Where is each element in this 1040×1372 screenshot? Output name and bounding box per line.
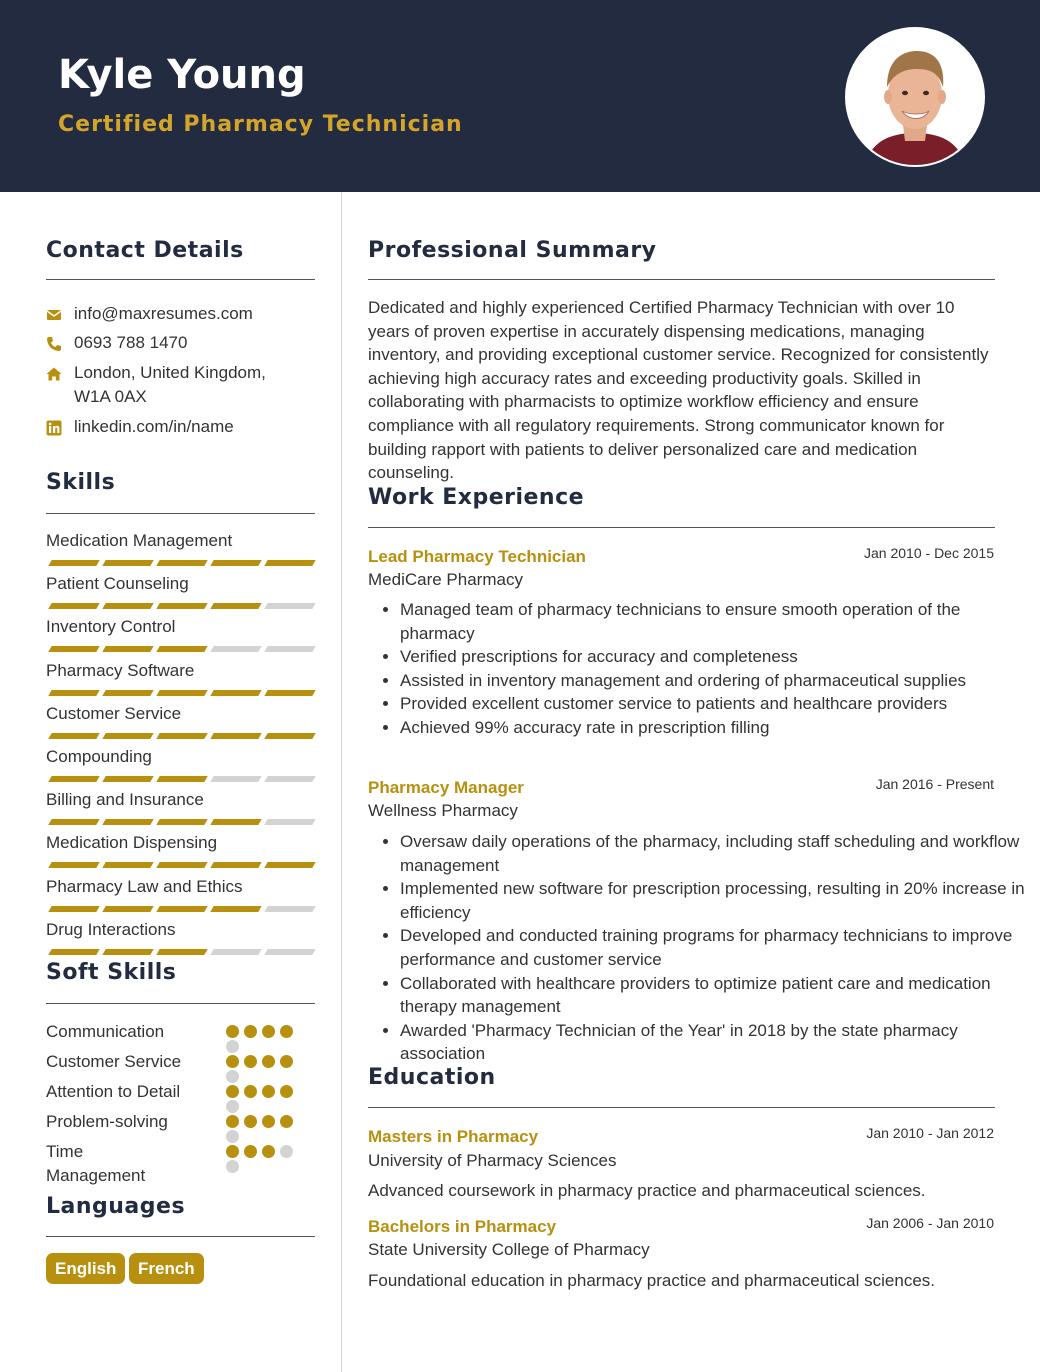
- soft-skill-dot: [226, 1040, 239, 1053]
- contact-linkedin-text: linkedin.com/in/name: [74, 417, 234, 436]
- skill-level-segment: [102, 862, 153, 868]
- contact-email-text: info@maxresumes.com: [74, 304, 253, 323]
- skill-level-segment: [264, 560, 315, 566]
- experience-section-title: Work Experience: [368, 485, 585, 510]
- soft-skills-section-title: Soft Skills: [46, 960, 177, 985]
- skill-level-segment: [156, 603, 207, 609]
- skill-label: Customer Service: [46, 703, 182, 723]
- summary-section-title: Professional Summary: [368, 238, 657, 263]
- job-title: Pharmacy Manager: [368, 778, 524, 797]
- soft-skill-dot: [226, 1055, 239, 1068]
- skill-label: Medication Management: [46, 531, 233, 550]
- skill-label: Pharmacy Software: [46, 660, 195, 680]
- skill-label: Compounding: [46, 747, 152, 766]
- soft-skill-label: Communication: [46, 1022, 165, 1041]
- soft-skill-dot: [262, 1145, 275, 1158]
- skill-level-segment: [264, 603, 315, 609]
- soft-skills-section-rule: [46, 1003, 315, 1004]
- skill-level-bar: [46, 906, 314, 912]
- candidate-title: Certified Pharmacy Technician: [58, 112, 463, 137]
- soft-skill-dot: [262, 1025, 275, 1038]
- skill-level-segment: [264, 949, 315, 955]
- soft-skill-dot: [262, 1115, 275, 1128]
- skill-level-segment: [210, 906, 261, 912]
- skill-level-segment: [48, 776, 99, 782]
- job-dates: Jan 2016 - Present: [875, 776, 994, 792]
- skill-level-segment: [102, 949, 153, 955]
- skill-level-bar: [46, 862, 314, 868]
- skills-section-title: Skills: [46, 470, 116, 495]
- skill-level-segment: [102, 690, 153, 696]
- job-bullet: • Implemented new software for prescription processing, resulting in 20% increase in efficiency: [400, 877, 1026, 924]
- column-divider: [341, 192, 342, 1372]
- skill-level-segment: [48, 906, 99, 912]
- skill-level-segment: [48, 819, 99, 825]
- skill-level-segment: [156, 646, 207, 652]
- skill-level-segment: [48, 862, 99, 868]
- skill-level-segment: [102, 646, 153, 652]
- skill-level-segment: [264, 906, 315, 912]
- skill-level-segment: [102, 776, 153, 782]
- skill-level-bar: [46, 560, 314, 566]
- summary-text: Dedicated and highly experienced Certified Pharmacy Technician with over 10 years of proven expertise in accurately dispensing medications, managing inventory, and providing exceptional customer service. Recognized for consistently achieving high accuracy rates and exceeding productivity goals. Skilled in collaborating with pharmacists to optimize workflow efficiency and ensure compliance with all regulatory requirements. Strong communicator known for building rapport with patients to deliver personalized care and medication counseling.: [368, 298, 989, 483]
- summary-section-rule: [368, 279, 995, 280]
- soft-skill-label: Customer Service: [46, 1052, 182, 1071]
- skill-level-bar: [46, 949, 314, 955]
- skill-level-segment: [210, 603, 261, 609]
- candidate-name: Kyle Young: [58, 52, 306, 98]
- soft-skill-dot: [244, 1145, 257, 1158]
- skill-label: Medication Dispensing: [46, 833, 218, 853]
- skill-level-bar: [46, 776, 314, 782]
- education-section-title: Education: [368, 1065, 496, 1090]
- skill-level-segment: [156, 819, 207, 825]
- skill-level-bar: [46, 690, 314, 696]
- contact-section-title: Contact Details: [46, 238, 244, 263]
- person-portrait-icon: [847, 29, 983, 165]
- skill-level-segment: [48, 949, 99, 955]
- job-bullet: • Awarded 'Pharmacy Technician of the Year' in 2018 by the state pharmacy association: [400, 1019, 1026, 1066]
- education-description: Advanced coursework in pharmacy practice and pharmaceutical sciences.: [368, 1181, 926, 1200]
- language-badge: English: [46, 1253, 125, 1284]
- job-title: Lead Pharmacy Technician: [368, 547, 586, 566]
- soft-skill-dot: [280, 1085, 293, 1098]
- job-bullet: • Collaborated with healthcare providers to optimize patient care and medication therapy management: [400, 972, 1026, 1019]
- skill-level-segment: [264, 733, 315, 739]
- skill-label: Inventory Control: [46, 617, 176, 637]
- contact-address-text: London, United Kingdom, W1A 0AX: [74, 363, 266, 406]
- job-bullet: • Verified prescriptions for accuracy and completeness: [400, 645, 1026, 669]
- skill-level-segment: [210, 646, 261, 652]
- contact-phone-text: 0693 788 1470: [74, 333, 188, 352]
- soft-skill-dot: [244, 1085, 257, 1098]
- education-degree: Masters in Pharmacy: [368, 1127, 539, 1146]
- skill-level-segment: [102, 906, 153, 912]
- skill-level-segment: [156, 862, 207, 868]
- soft-skill-label: Attention to Detail: [46, 1082, 181, 1101]
- skill-level-bar: [46, 603, 314, 609]
- job-bullet: • Provided excellent customer service to patients and healthcare providers: [400, 692, 1026, 716]
- skills-section-rule: [46, 513, 315, 514]
- skill-level-segment: [48, 560, 99, 566]
- skill-level-segment: [210, 776, 261, 782]
- soft-skill-dot: [280, 1115, 293, 1128]
- skill-level-segment: [156, 560, 207, 566]
- experience-section-rule: [368, 527, 995, 528]
- soft-skill-label: Time Management: [46, 1142, 146, 1185]
- job-bullet: • Assisted in inventory management and ordering of pharmaceutical supplies: [400, 669, 1026, 693]
- phone-icon: [46, 335, 62, 351]
- skill-level-segment: [102, 733, 153, 739]
- job-company: MediCare Pharmacy: [368, 570, 523, 589]
- skill-label: Pharmacy Law and Ethics: [46, 876, 243, 896]
- languages-section-title: Languages: [46, 1194, 186, 1219]
- language-badge: French: [129, 1253, 204, 1284]
- skill-level-segment: [210, 949, 261, 955]
- soft-skill-dot: [226, 1070, 239, 1083]
- skill-level-segment: [264, 776, 315, 782]
- education-school: State University College of Pharmacy: [368, 1240, 650, 1259]
- education-school: University of Pharmacy Sciences: [368, 1151, 617, 1170]
- soft-skill-dot: [226, 1025, 239, 1038]
- soft-skill-dot: [262, 1085, 275, 1098]
- skill-label: Billing and Insurance: [46, 790, 204, 810]
- education-description: Foundational education in pharmacy practice and pharmaceutical sciences.: [368, 1271, 935, 1290]
- job-dates: Jan 2010 - Dec 2015: [864, 545, 994, 561]
- soft-skill-dot: [226, 1130, 239, 1143]
- soft-skill-dot: [226, 1085, 239, 1098]
- job-bullet: • Oversaw daily operations of the pharmacy, including staff scheduling and workflow management: [400, 830, 1026, 877]
- skill-level-segment: [210, 819, 261, 825]
- education-dates: Jan 2006 - Jan 2010: [866, 1215, 994, 1231]
- home-icon: [46, 365, 62, 381]
- skill-level-segment: [210, 690, 261, 696]
- contact-section-rule: [46, 279, 315, 280]
- skill-level-segment: [48, 646, 99, 652]
- skill-label: Drug Interactions: [46, 919, 176, 939]
- skill-level-segment: [264, 646, 315, 652]
- education-section-rule: [368, 1107, 995, 1108]
- envelope-icon: [46, 306, 62, 322]
- skill-level-segment: [48, 733, 99, 739]
- resume-header: [0, 0, 1040, 192]
- soft-skill-dot: [280, 1025, 293, 1038]
- skill-level-segment: [210, 733, 261, 739]
- soft-skill-dot: [262, 1055, 275, 1068]
- skill-level-segment: [156, 690, 207, 696]
- soft-skill-dot: [226, 1100, 239, 1113]
- skill-level-segment: [102, 560, 153, 566]
- soft-skill-dot: [226, 1145, 239, 1158]
- skill-level-bar: [46, 733, 314, 739]
- skill-level-segment: [102, 819, 153, 825]
- profile-photo: [845, 27, 985, 167]
- languages-section-rule: [46, 1236, 315, 1237]
- skill-level-segment: [264, 690, 315, 696]
- skill-level-segment: [48, 690, 99, 696]
- soft-skill-dot: [244, 1055, 257, 1068]
- skill-level-segment: [156, 776, 207, 782]
- education-dates: Jan 2010 - Jan 2012: [866, 1125, 994, 1141]
- job-bullet: • Achieved 99% accuracy rate in prescription filling: [400, 716, 1026, 740]
- soft-skill-dot: [244, 1025, 257, 1038]
- soft-skill-dot: [280, 1145, 293, 1158]
- job-bullet: • Managed team of pharmacy technicians to ensure smooth operation of the pharmacy: [400, 598, 1026, 645]
- soft-skill-dot: [280, 1055, 293, 1068]
- skill-level-segment: [210, 560, 261, 566]
- skill-level-segment: [264, 819, 315, 825]
- skill-level-segment: [156, 906, 207, 912]
- soft-skill-dot: [226, 1160, 239, 1173]
- skill-level-segment: [48, 603, 99, 609]
- soft-skill-label: Problem-solving: [46, 1112, 168, 1131]
- skill-level-bar: [46, 819, 314, 825]
- linkedin-icon: [46, 419, 62, 435]
- skill-level-segment: [156, 733, 207, 739]
- skill-level-segment: [264, 862, 315, 868]
- skill-label: Patient Counseling: [46, 574, 189, 594]
- education-degree: Bachelors in Pharmacy: [368, 1217, 557, 1236]
- job-bullet: • Developed and conducted training programs for pharmacy technicians to improve performance and customer service: [400, 924, 1026, 971]
- skill-level-segment: [102, 603, 153, 609]
- skill-level-segment: [156, 949, 207, 955]
- job-bullets: [368, 598, 1026, 740]
- job-company: Wellness Pharmacy: [368, 801, 518, 820]
- job-bullets: [368, 830, 1026, 1066]
- soft-skill-dot: [244, 1115, 257, 1128]
- skill-level-segment: [210, 862, 261, 868]
- soft-skill-dot: [226, 1115, 239, 1128]
- skill-level-bar: [46, 646, 314, 652]
